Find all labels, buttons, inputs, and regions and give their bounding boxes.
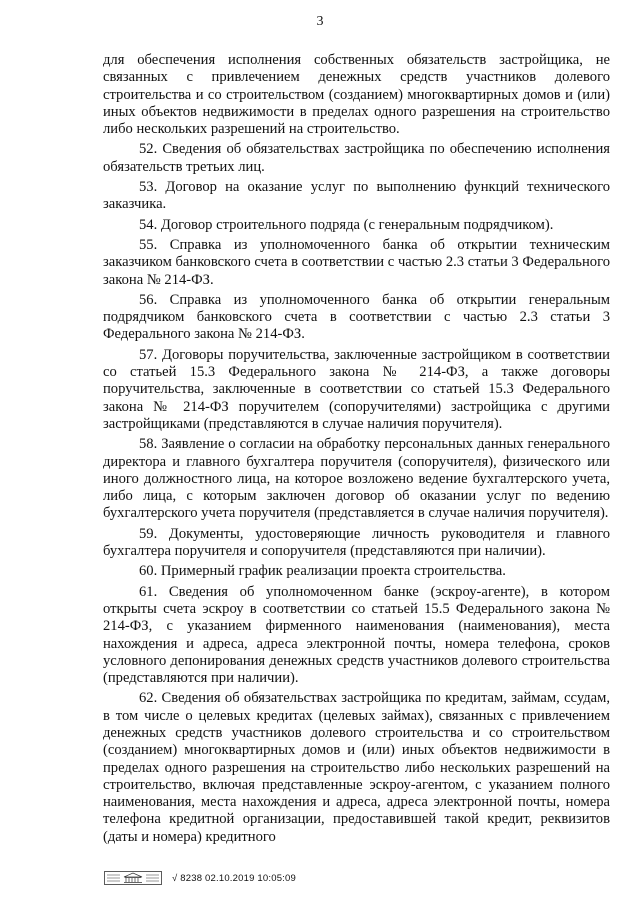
paragraph-59: 59. Документы, удостоверяющие личность руководителя и главного бухгалтера поручителя и сопоручителя (представляются при наличии). [103, 525, 610, 560]
government-building-stamp-icon [104, 871, 162, 885]
paragraph-57: 57. Договоры поручительства, заключенные застройщиком в соответствии со статьей 15.3 Федерального закона № 214-ФЗ, а также договоры поручительства, заключенные в соответствии со статьей 15.3 Федерального закона № 214-ФЗ поручителем (сопоручителями) застройщика с другими застройщиками (представляются в случае наличия поручителя). [103, 346, 610, 432]
paragraph-61: 61. Сведения об уполномоченном банке (эскроу-агенте), в котором открыты счета эскроу в соответствии со статьей 15.5 Федерального закона № 214-ФЗ, с указанием фирменного наименования (наименования), места нахождения и адреса, адреса электронной почты, номера телефона, сроков условного депонирования денежных средств участников долевого строительства (представляются при наличии). [103, 583, 610, 687]
paragraph-continuation: для обеспечения исполнения собственных обязательств застройщика, не связанных с привлечением денежных средств участников долевого строительства и со строительством (созданием) многоквартирных домов и (или) иных объектов недвижимости в пределах одного разрешения на строительство либо нескольких разрешений на строительство. [103, 52, 610, 138]
paragraph-56: 56. Справка из уполномоченного банка об открытии генеральным подрядчиком банковского счета в соответствии с частью 2.3 статьи 3 Федерального закона № 214-ФЗ. [103, 291, 610, 343]
paragraph-54: 54. Договор строительного подряда (с генеральным подрядчиком). [139, 216, 554, 233]
paragraph-58: 58. Заявление о согласии на обработку персональных данных генерального директора и главного бухгалтера поручителя (сопоручителя), физического или иного должностного лица, на которое возложено ведение бухгалтерского учета, либо лица, с которым заключен договор об оказании услуг по ведению бухгалтерского учета поручителя (представляется в случае наличия поручителя). [103, 436, 610, 522]
registration-number-timestamp: √ 8238 02.10.2019 10:05:09 [172, 872, 296, 884]
paragraph-62: 62. Сведения об обязательствах застройщика по кредитам, займам, ссудам, в том числе о целевых кредитах (целевых займах), связанных с привлечением денежных средств участников долевого строительства и со строительством (созданием) многоквартирных домов и (или) иных объектов недвижимости в пределах одного разрешения на строительство либо нескольких разрешений на строительство, включая представленные эскроу-агентом, с указанием полного наименования, места нахождения и адреса, адреса электронной почты, номера телефона кредитной организации, предоставившей такой кредит, реквизитов (даты и номера) кредитного [103, 690, 610, 845]
paragraph-53: 53. Договор на оказание услуг по выполнению функций технического заказчика. [103, 179, 610, 213]
registration-stamp [104, 870, 296, 886]
paragraph-60: 60. Примерный график реализации проекта строительства. [139, 563, 506, 580]
paragraph-55: 55. Справка из уполномоченного банка об открытии техническим заказчиком банковского счета в соответствии с частью 2.3 статьи 3 Федерального закона № 214-ФЗ. [103, 236, 610, 288]
document-body [103, 52, 610, 846]
page-number: 3 [316, 14, 324, 29]
paragraph-52: 52. Сведения об обязательствах застройщика по обеспечению исполнения обязательств третьих лиц. [103, 141, 610, 175]
